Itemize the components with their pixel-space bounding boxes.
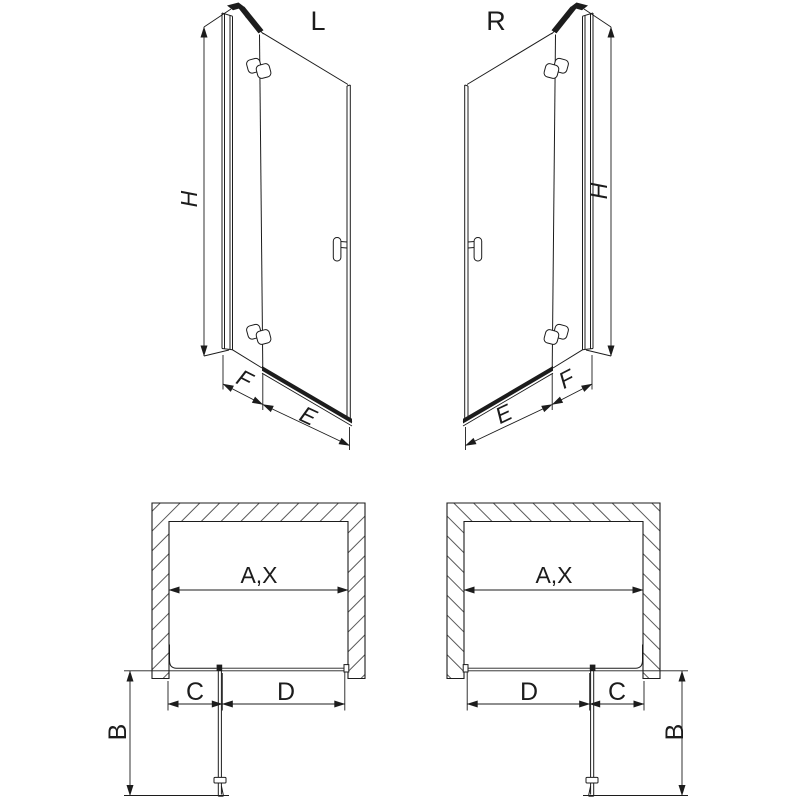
dim-label-door-width-left: E <box>295 400 321 431</box>
dim-label-opening-width-right: A,X <box>535 562 573 588</box>
iso-view-right-geometry <box>463 3 611 451</box>
dim-label-opening-width-left: A,X <box>240 562 278 588</box>
variant-label-right: R <box>486 6 506 36</box>
dim-label-height-right: H <box>586 182 612 200</box>
plan-view-left-geometry <box>124 503 365 796</box>
iso-view-left-geometry <box>204 3 352 451</box>
variant-label-left: L <box>310 6 326 36</box>
plan-view-right-geometry <box>447 503 688 796</box>
dim-label-swing-depth-left: B <box>104 723 132 741</box>
dim-label-swing-depth-right: B <box>661 723 689 741</box>
dim-label-fixed-segment-right: C <box>607 678 627 706</box>
dim-label-door-segment-left: D <box>276 678 296 706</box>
dim-label-height-left: H <box>176 190 202 208</box>
dim-label-fixed-width-right: F <box>554 364 579 394</box>
dim-label-fixed-width-left: F <box>232 364 257 394</box>
dim-label-fixed-segment-left: C <box>185 678 205 706</box>
dim-label-door-width-right: E <box>491 398 517 429</box>
dim-label-door-segment-right: D <box>519 678 539 706</box>
